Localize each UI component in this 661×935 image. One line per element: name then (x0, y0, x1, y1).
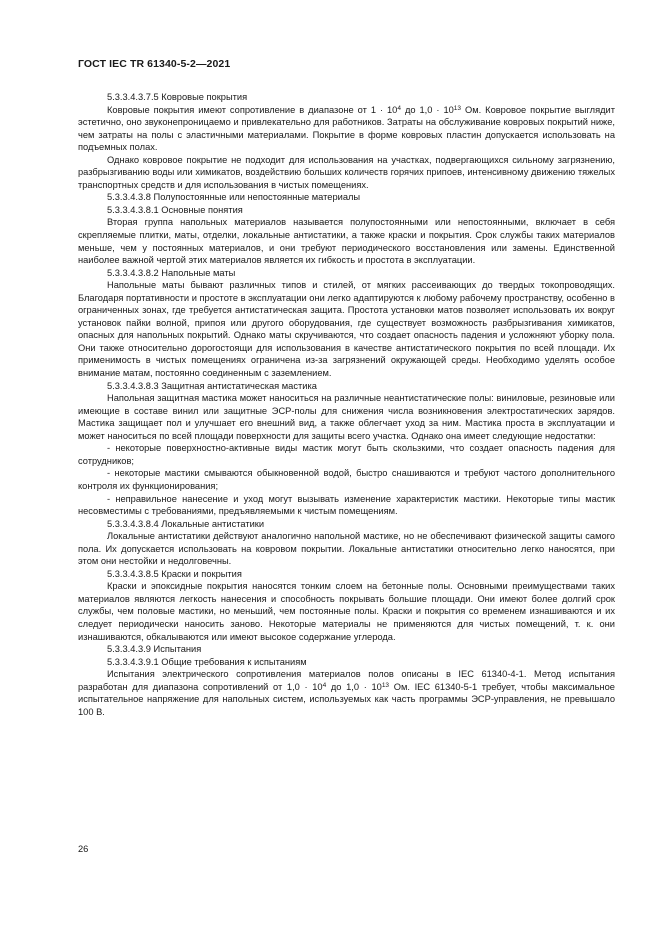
text-run: Ом. IEC 61340-5-1 требует, чтобы максимальное испытательное напряжение для напольных систем, используемых как часть программы ЭСР-управления, не превышало 100 В. (78, 681, 615, 717)
text-run: Ом. Ковровое покрытие выглядит эстетично, оно звуконепроницаемо и привлекательно для работников. Затраты на обслуживание ковровых покрытий ниже, чем затраты на полы с эластичными материалами. Покрытие в форме ковровых пластин допускается использовать на подъемных полах. (78, 104, 616, 153)
text-run: до 1,0 · 10 (326, 681, 382, 692)
exponent: 13 (381, 681, 390, 689)
section-heading: 5.3.3.4.3.9.1 Общие требования к испытаниям (107, 656, 307, 667)
paragraph: Локальные антистатики действуют аналогично напольной мастике, но не обеспечивают физической защиты самого пола. Их допускается использовать на ковровом покрытии. Локальные антистатики относительно легко наносятся, при этом они нестойки и недолговечны. (78, 531, 615, 567)
paragraph: Вторая группа напольных материалов называется полупостоянными или непостоянными, включает в себя скрепляемые плитки, маты, отделки, локальные антистатики, а также краски и покрытия. Срок службы таких материалов меньше, чем у постоянных материалов, и они требуют периодического восстановления или замены. Единственной наиболее важной чертой этих материалов является их гибкость и простота в эксплуатации. (78, 217, 615, 266)
paragraph (78, 104, 615, 154)
text-run: до 1,0 · 10 (400, 104, 454, 115)
exponent: 4 (397, 104, 401, 112)
text-run: Испытания электрического сопротивления материалов полов описаны в IEC 61340-4-1. Метод испытания разработан для диапазона сопротивлений от 1,0 · 10 (78, 669, 615, 692)
list-item: - некоторые мастики смываются обыкновенной водой, быстро снашиваются и требуют частого дополнительного контроля их функционирования; (78, 468, 615, 491)
paragraph: Напольные маты бывают различных типов и стилей, от мягких рассеивающих до твердых токопроводящих. Благодаря портативности и простоте в эксплуатации они легко адаптируются к любому рабочему пространству, особенно в ограниченных зонах, где требуется антистатическая защита. Простота установки матов позволяет использовать их вокруг установок пайки волной, припоя или другого оборудования, где существует возможность разбрызгивания химикатов, опасных для напольных покрытий. Однако маты скручиваются, что создает опасность падения и усложняют уборку пола. Они также относительно дорогостоящи для использования в качестве антистатического покрытия по всей площади. Их применимость в чистых помещениях ограничена из-за загрязнений окружающей среды. Необходимо уделять особое внимание матам, постоянно соединенным с заземлением. (78, 280, 615, 379)
document-page (78, 58, 615, 718)
section-heading: 5.3.3.4.3.8.5 Краски и покрытия (107, 568, 242, 579)
paragraph: Напольная защитная мастика может наноситься на различные неантистатические полы: виниловые, резиновые или имеющие в составе винил или защитные ЭСР-полы для снижения числа возникновения электростатических зарядов. Мастика защищает пол и улучшает его внешний вид, а также облегчает уход за ним. Мастика проста в эксплуатации и может наноситься по всей площади поверхности для защиты всего участка. Однако она имеет следующие недостатки: (78, 393, 615, 441)
list-item: - некоторые поверхностно-активные виды мастик могут быть скользкими, что создает опасность падения для сотрудников; (78, 443, 615, 466)
exponent: 13 (453, 104, 462, 112)
section-heading: 5.3.3.4.3.8.1 Основные понятия (107, 204, 243, 215)
paragraph: Однако ковровое покрытие не подходит для использования на участках, подвергающихся сильному загрязнению, разбрызгиванию воды или химикатов, воздействию больших количеств горячих припоев, интенсивному движению тяжелых транспортных средств и для использования в чистых помещениях. (78, 154, 615, 190)
paragraph: Краски и эпоксидные покрытия наносятся тонким слоем на бетонные полы. Основными преимуществами таких материалов являются легкость нанесения и способность покрывать большие площади. Они имеют более долгий срок службы, чем половые мастики, но меньший, чем постоянные полы. Краски и покрытия со временем изнашиваются и их следует периодически наносить заново. Некоторые материалы не применяются для чистых помещений, т. к. они изнашиваются, обкалываются или имеют высокое содержание углерода. (78, 581, 615, 642)
section-heading: 5.3.3.4.3.7.5 Ковровые покрытия (107, 92, 248, 102)
document-body (78, 91, 615, 718)
document-header: ГОСТ IEC TR 61340-5-2—2021 (78, 58, 231, 70)
section-heading: 5.3.3.4.3.8 Полупостоянные или непостоянные материалы (107, 192, 361, 203)
section-heading: 5.3.3.4.3.8.2 Напольные маты (107, 267, 236, 278)
exponent: 4 (322, 681, 327, 689)
section-heading: 5.3.3.4.3.8.3 Защитная антистатическая мастика (107, 380, 317, 391)
list-item: - неправильное нанесение и уход могут вызывать изменение характеристик мастики. Некоторые типы мастик несовместимы с требованиями, предъявляемыми к чистым помещениям. (78, 493, 615, 517)
page-number: 26 (78, 844, 89, 854)
section-heading: 5.3.3.4.3.9 Испытания (107, 644, 202, 655)
text-run: Ковровые покрытия имеют сопротивление в диапазоне от 1 · 10 (107, 104, 398, 115)
section-heading: 5.3.3.4.3.8.4 Локальные антистатики (107, 518, 265, 529)
paragraph (78, 668, 615, 718)
